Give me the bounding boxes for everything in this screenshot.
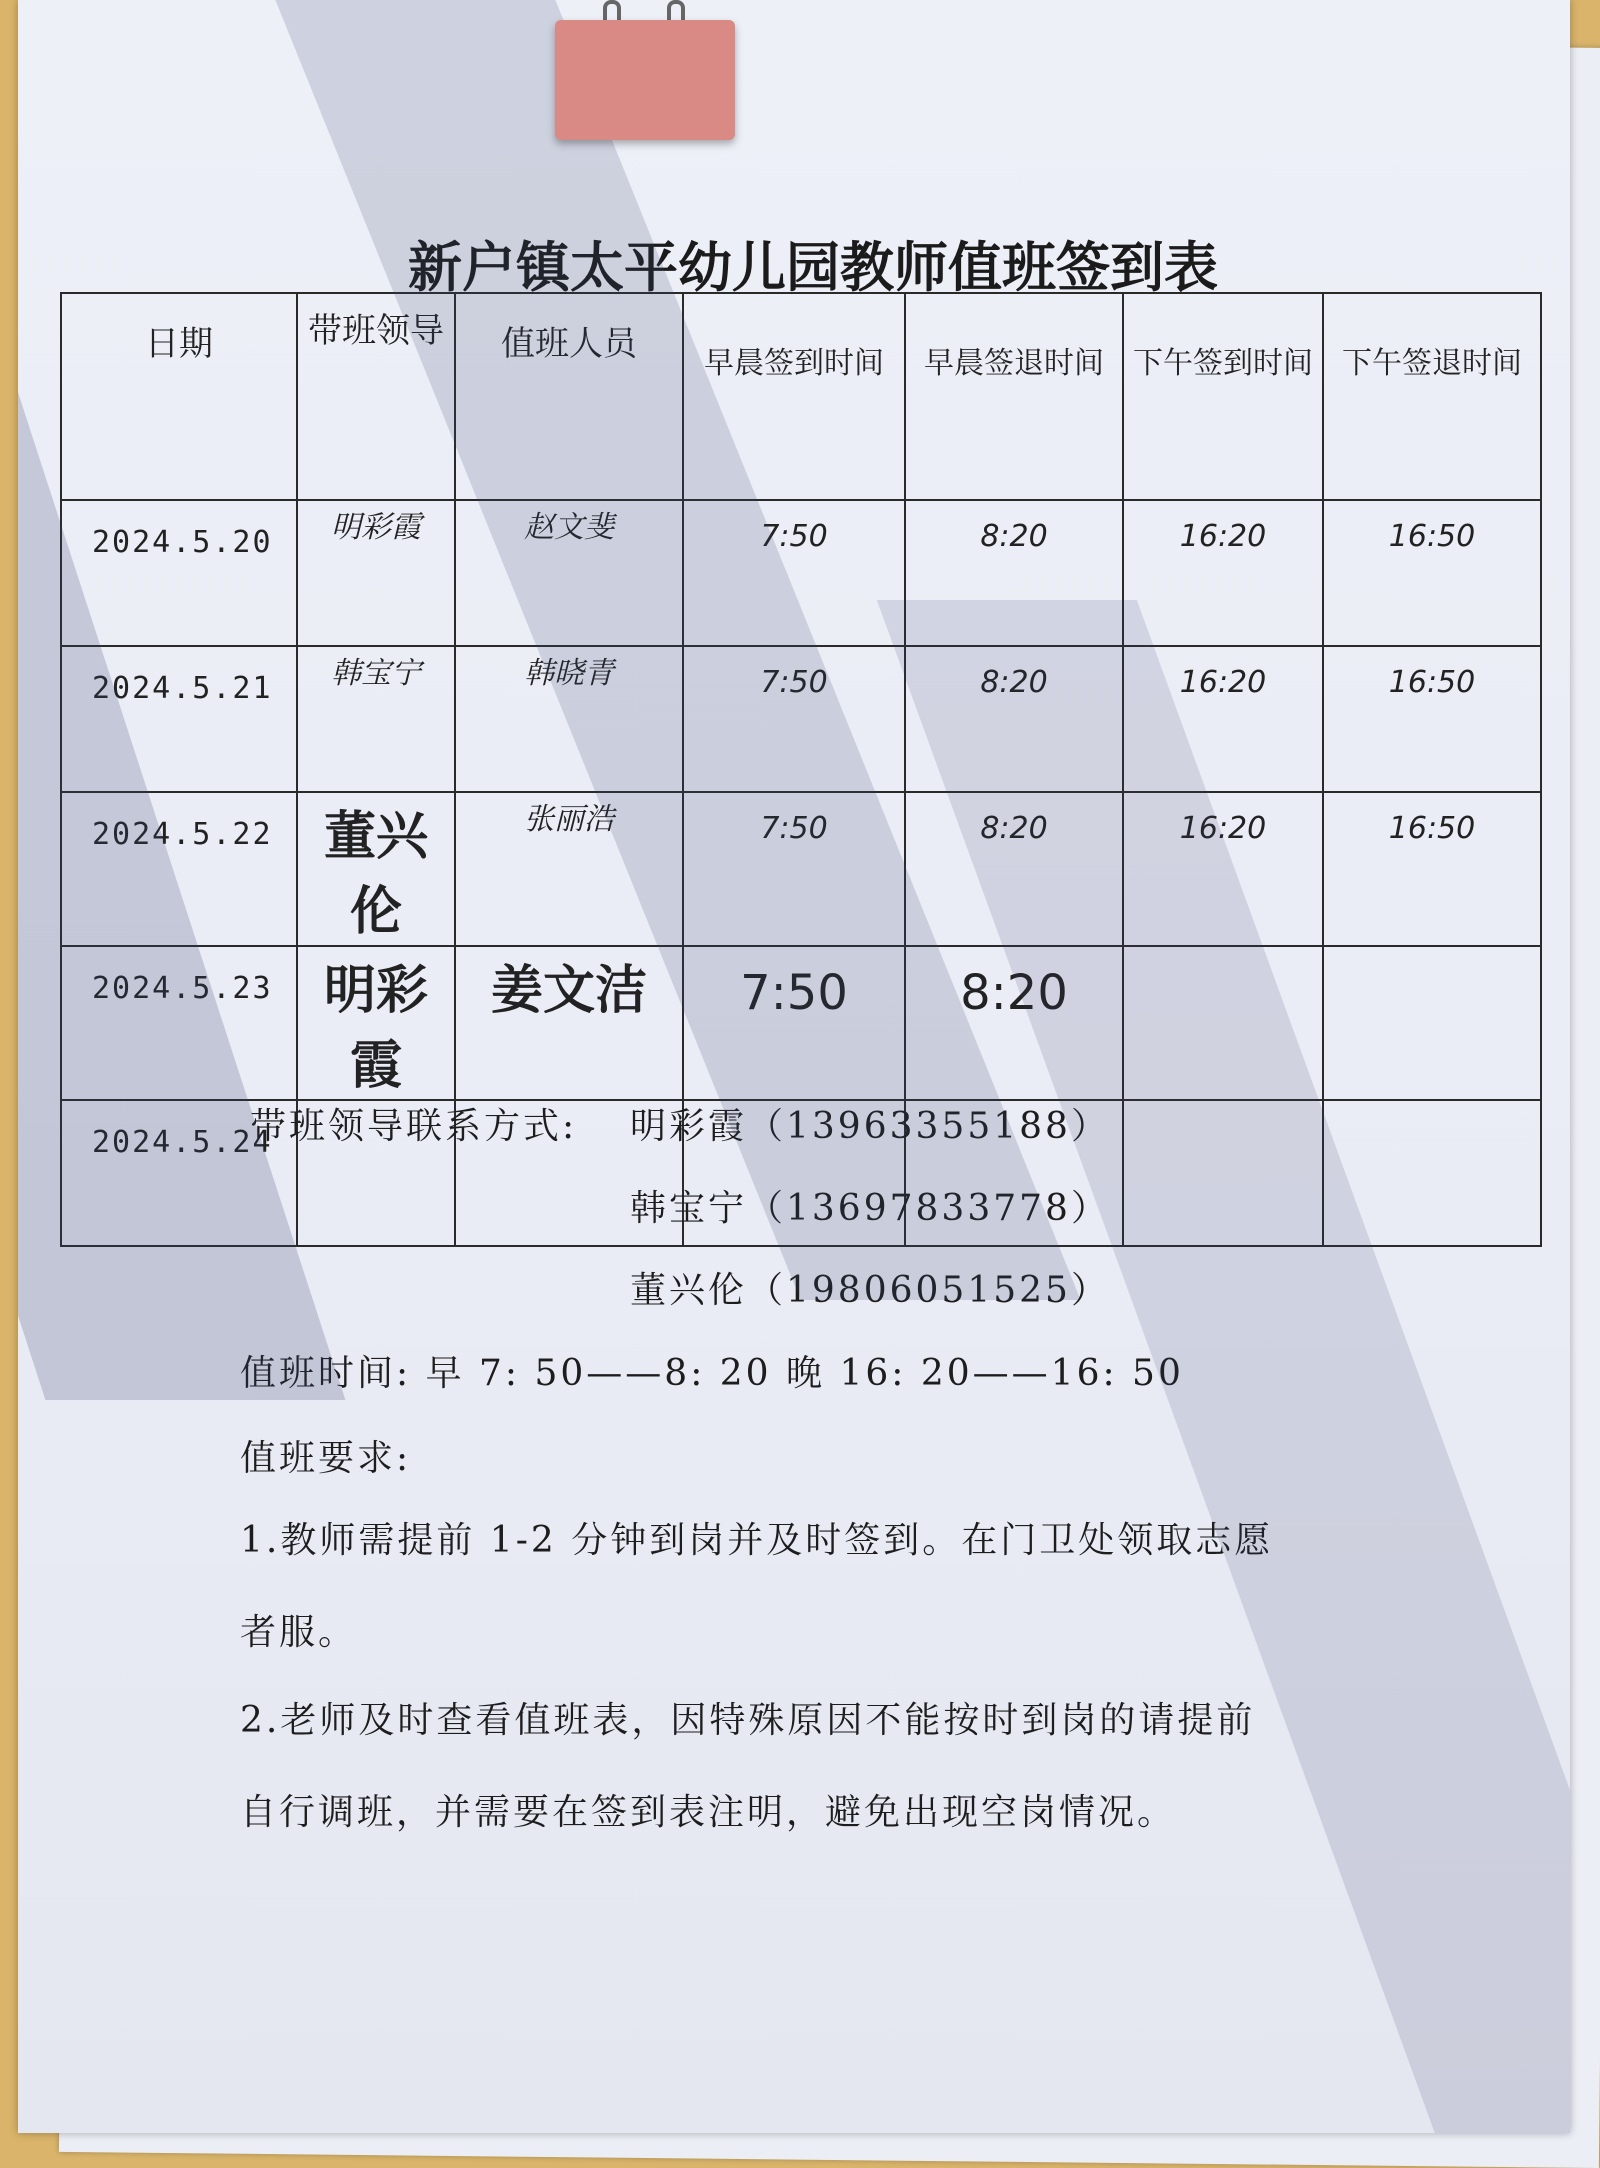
header-pm-in: 下午签到时间 (1123, 293, 1323, 500)
contact-line: 董兴伦（19806051525） (630, 1270, 1110, 1311)
requirement-item-1-cont: 者服。 (240, 1612, 358, 1653)
requirement-item-2: 2.老师及时查看值班表，因特殊原因不能按时到岗的请提前 (240, 1700, 1256, 1741)
header-am-in: 早晨签到时间 (683, 293, 905, 500)
am-in-time: 7:50 (683, 500, 905, 646)
binder-clip (555, 0, 735, 150)
pm-in-time (1123, 1100, 1323, 1246)
staff-signature: 姜文洁 (455, 946, 683, 1100)
binder-clip-body (555, 20, 735, 140)
pm-out-time (1323, 1100, 1541, 1246)
pm-in-time: 16:20 (1123, 792, 1323, 946)
staff-signature: 韩晓青 (455, 646, 683, 792)
am-in-time: 7:50 (683, 646, 905, 792)
leader-signature: 董兴伦 (297, 792, 455, 946)
requirement-item-2-cont: 自行调班，并需要在签到表注明，避免出现空岗情况。 (240, 1792, 1177, 1833)
table-header-row (61, 293, 1541, 500)
am-out-time: 8:20 (905, 646, 1123, 792)
header-staff: 值班人员 (455, 293, 683, 500)
contacts-label: 带班领导联系方式: (250, 1106, 578, 1147)
pm-out-time: 16:50 (1323, 792, 1541, 946)
pm-out-time: 16:50 (1323, 500, 1541, 646)
pm-in-time: 16:20 (1123, 500, 1323, 646)
am-in-time: 7:50 (683, 792, 905, 946)
contact-line: 韩宝宁（13697833778） (630, 1188, 1110, 1229)
table-row (61, 500, 1541, 646)
table-row (61, 792, 1541, 946)
staff-signature: 张丽浩 (455, 792, 683, 946)
leader-signature: 韩宝宁 (297, 646, 455, 792)
am-out-time: 8:20 (905, 792, 1123, 946)
leader-signature: 明彩霞 (297, 946, 455, 1100)
row-date: 2024.5.24 (61, 1100, 297, 1246)
row-date: 2024.5.23 (61, 946, 297, 1100)
row-date: 2024.5.22 (61, 792, 297, 946)
row-date: 2024.5.21 (61, 646, 297, 792)
roster-sheet (18, 0, 1570, 2133)
staff-signature: 赵文斐 (455, 500, 683, 646)
am-out-time: 8:20 (905, 946, 1123, 1100)
header-leader: 带班领导 (297, 293, 455, 500)
header-date: 日期 (61, 293, 297, 500)
contact-line: 明彩霞（13963355188） (630, 1106, 1110, 1147)
header-pm-out: 下午签退时间 (1323, 293, 1541, 500)
table-row (61, 946, 1541, 1100)
row-date: 2024.5.20 (61, 500, 297, 646)
duty-schedule: 值班时间: 早 7: 50——8: 20 晚 16: 20——16: 50 (240, 1353, 1184, 1394)
requirement-item-1: 1.教师需提前 1-2 分钟到岗并及时签到。在门卫处领取志愿 (240, 1520, 1274, 1561)
am-in-time: 7:50 (683, 946, 905, 1100)
table-row (61, 646, 1541, 792)
leader-signature: 明彩霞 (297, 500, 455, 646)
pm-in-time (1123, 946, 1323, 1100)
am-out-time: 8:20 (905, 500, 1123, 646)
pm-in-time: 16:20 (1123, 646, 1323, 792)
pm-out-time: 16:50 (1323, 646, 1541, 792)
header-am-out: 早晨签退时间 (905, 293, 1123, 500)
requirements-heading: 值班要求: (240, 1438, 412, 1479)
document-title: 新户镇太平幼儿园教师值班签到表 (408, 235, 1218, 299)
pm-out-time (1323, 946, 1541, 1100)
